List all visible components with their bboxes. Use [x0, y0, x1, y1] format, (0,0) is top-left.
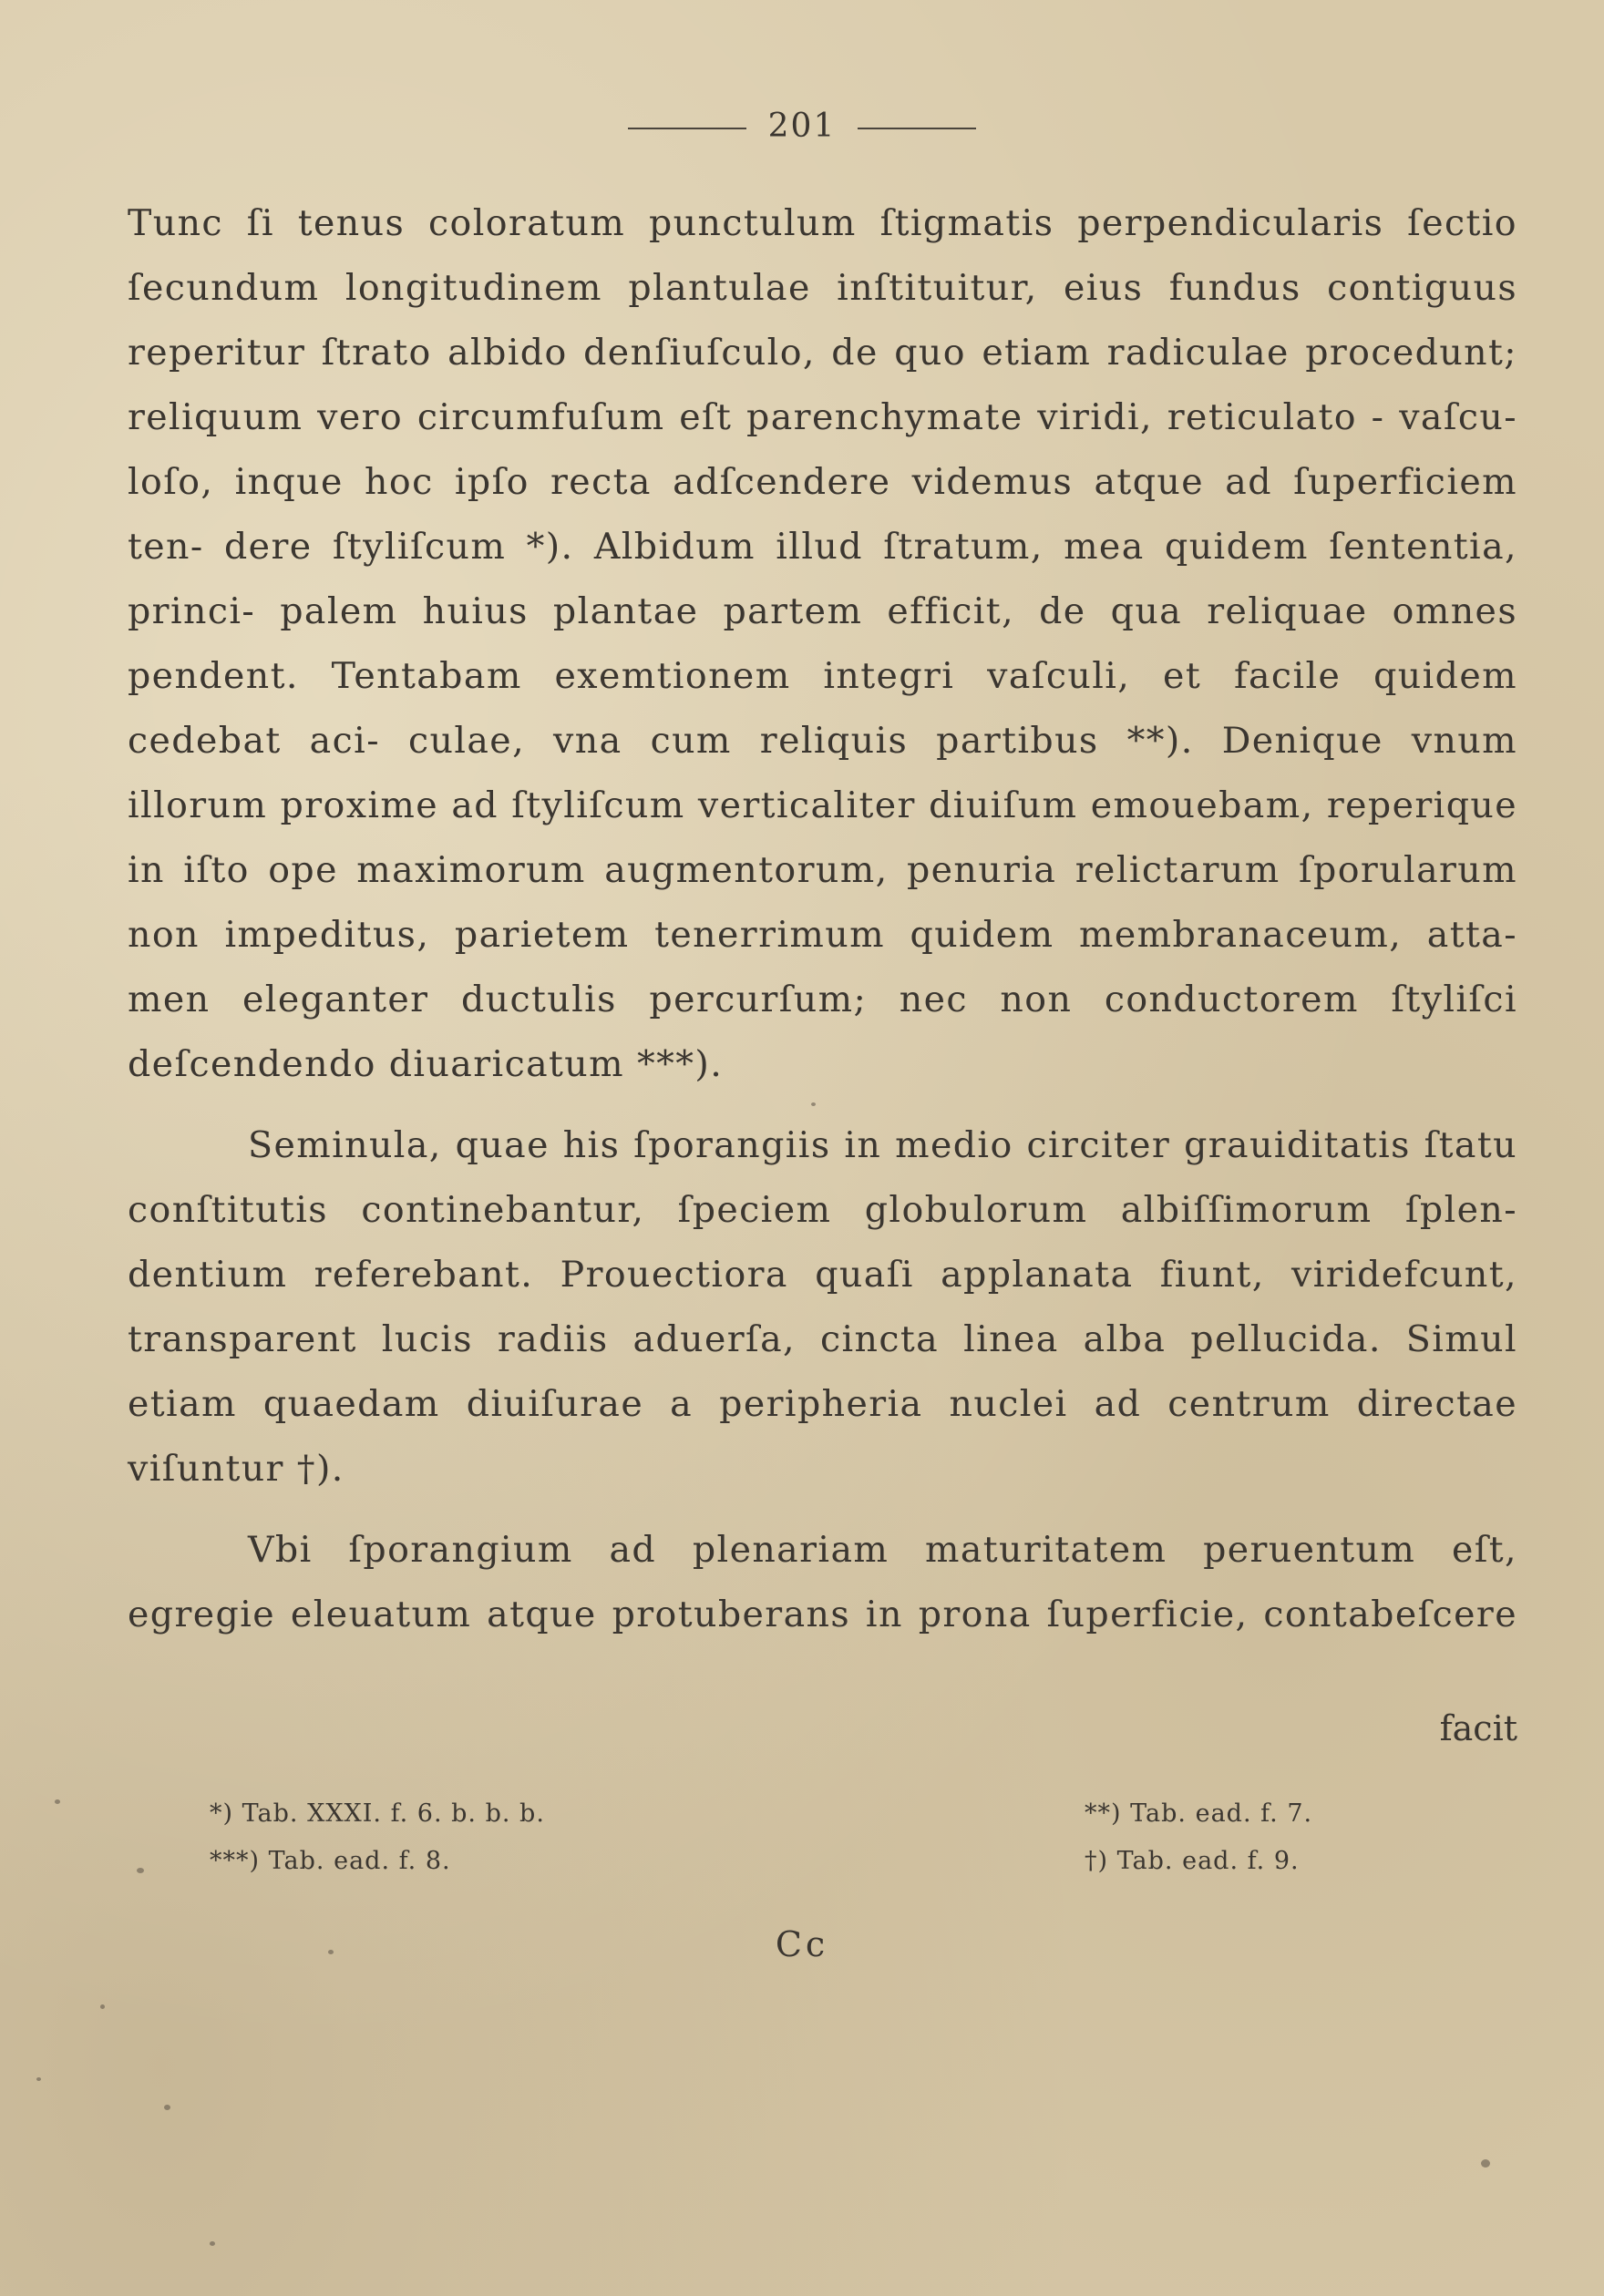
footnote-row — [210, 1799, 1349, 1847]
footnote-mark: †) — [1085, 1847, 1109, 1875]
foxing-speck — [100, 2004, 105, 2009]
footnote-text: Tab. ead. f. 7. — [1130, 1799, 1313, 1828]
foxing-speck — [811, 1102, 816, 1106]
footnote-text: Tab. ead. f. 8. — [268, 1847, 451, 1875]
foxing-speck — [55, 1799, 60, 1804]
footnote-text: Tab. ead. f. 9. — [1116, 1847, 1300, 1875]
foxing-speck — [164, 2105, 170, 2110]
page-header — [0, 108, 1604, 145]
foxing-speck — [137, 1868, 144, 1873]
footnote-mark: **) — [1085, 1799, 1122, 1828]
footnote-4 — [1085, 1847, 1349, 1894]
paragraph-2: Seminula, quae his ſporangiis in medio circiter grauiditatis ſtatu conſtitutis continebantur, ſpeciem globulorum albiſſimorum ſplen- dentium referebant. Prouectiora quaſi applanata fiunt, viridefcunt, transparent lucis radiis aduerſa, cincta linea alba pellucida. Simul etiam quaedam diuiſurae a peripheria nuclei ad centrum directae viſuntur †). — [128, 1124, 1517, 1490]
paragraph-1: Tunc ſi tenus coloratum punctulum ſtigmatis perpendicularis ſectio ſecundum longitudinem plantulae inſtituitur, eius fundus contiguus reperitur ſtrato albido denſiuſculo, de quo etiam radiculae procedunt; reliquum vero circumfuſum eſt parenchymate viridi, reticulato - vaſcu- loſo, inque hoc ipſo recta adſcendere videmus atque ad ſuperficiem ten- dere ſtyliſcum *). Albidum illud ſtratum, mea quidem ſententia, princi- palem huius plantae partem efficit, de qua reliquae omnes pendent. Tentabam exemtionem integri vaſculi, et facile quidem cedebat aci- culae, vna cum reliquis partibus **). Denique vnum illorum proxime ad ſtyliſcum verticaliter diuiſum emouebam, reperique in iſto ope maximorum augmentorum, penuria relictarum ſporularum non impeditus, parietem tenerrimum quidem membranaceum, atta- men eleganter ductulis percurſum; nec non conductorem ſtyliſci deſcendendo diuaricatum ***). — [128, 202, 1517, 1085]
footnote-mark: *) — [210, 1799, 234, 1828]
footnotes — [210, 1799, 1349, 1894]
foxing-speck — [1481, 2159, 1490, 2168]
footnote-1 — [210, 1799, 545, 1847]
main-text — [128, 191, 1517, 1647]
footnote-3 — [210, 1847, 451, 1894]
foxing-speck — [36, 2077, 41, 2081]
page-number: 201 — [767, 108, 837, 145]
catchword: facit — [1439, 1708, 1517, 1748]
header-rule-right — [858, 128, 976, 129]
footnote-row — [210, 1847, 1349, 1894]
footnote-2 — [1085, 1799, 1349, 1847]
footnote-text: Tab. XXXI. f. 6. b. b. b. — [242, 1799, 545, 1828]
foxing-speck — [210, 2241, 215, 2246]
signature-mark: Cc — [775, 1924, 829, 1964]
header-rule-left — [628, 128, 746, 129]
footnote-mark: ***) — [210, 1847, 261, 1875]
paragraph-3: Vbi ſporangium ad plenariam maturitatem peruentum eſt, egregie eleuatum atque protuberans in prona ſuperficie, contabeſcere — [128, 1529, 1517, 1635]
foxing-speck — [328, 1950, 334, 1954]
